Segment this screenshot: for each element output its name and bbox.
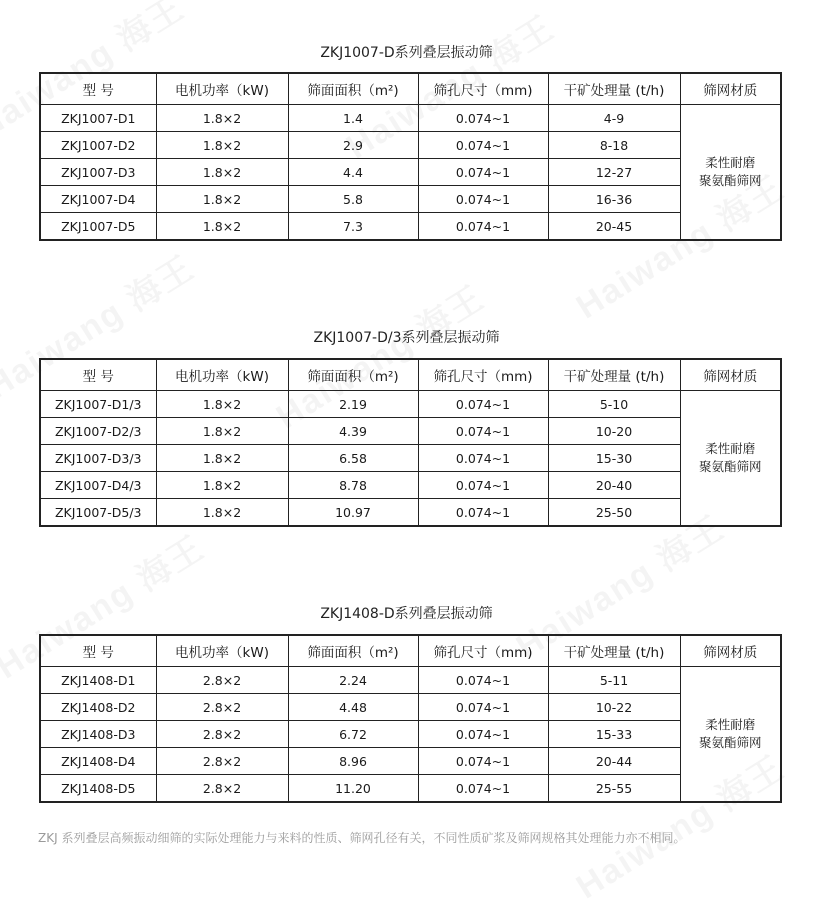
cell-model: ZKJ1007-D5 <box>40 213 156 241</box>
cell-model: ZKJ1408-D4 <box>40 748 156 775</box>
table-title: ZKJ1007-D系列叠层振动筛 <box>320 45 493 61</box>
cell-capacity: 25-50 <box>548 499 680 527</box>
cell-motor-power: 1.8×2 <box>156 105 288 132</box>
cell-capacity: 10-22 <box>548 694 680 721</box>
cell-screen-area: 4.48 <box>288 694 418 721</box>
material-line: 聚氨酯筛网 <box>698 459 762 474</box>
cell-motor-power: 1.8×2 <box>156 418 288 445</box>
header-screen-area: 筛面面积（m²) <box>288 359 418 391</box>
cell-model: ZKJ1408-D5 <box>40 775 156 803</box>
header-motor-power: 电机功率（kW) <box>156 635 288 667</box>
cell-aperture: 0.074~1 <box>418 159 548 186</box>
cell-aperture: 0.074~1 <box>418 445 548 472</box>
cell-capacity: 20-45 <box>548 213 680 241</box>
table-row <box>40 418 781 445</box>
cell-motor-power: 2.8×2 <box>156 694 288 721</box>
cell-aperture: 0.074~1 <box>418 694 548 721</box>
cell-aperture: 0.074~1 <box>418 775 548 803</box>
header-aperture: 筛孔尺寸（mm) <box>418 73 548 105</box>
cell-model: ZKJ1007-D5/3 <box>40 499 156 527</box>
header-capacity: 干矿处理量 (t/h) <box>548 359 680 391</box>
table-title: ZKJ1007-D/3系列叠层振动筛 <box>313 330 500 346</box>
cell-material <box>680 105 781 241</box>
cell-capacity: 12-27 <box>548 159 680 186</box>
cell-aperture: 0.074~1 <box>418 105 548 132</box>
cell-screen-area: 8.78 <box>288 472 418 499</box>
cell-capacity: 4-9 <box>548 105 680 132</box>
table-row <box>40 775 781 803</box>
cell-screen-area: 6.58 <box>288 445 418 472</box>
cell-motor-power: 2.8×2 <box>156 721 288 748</box>
cell-capacity: 8-18 <box>548 132 680 159</box>
table-header-row <box>40 359 781 391</box>
table-row <box>40 472 781 499</box>
cell-motor-power: 1.8×2 <box>156 391 288 418</box>
cell-motor-power: 1.8×2 <box>156 132 288 159</box>
cell-motor-power: 1.8×2 <box>156 499 288 527</box>
cell-screen-area: 4.39 <box>288 418 418 445</box>
material-line: 聚氨酯筛网 <box>698 735 762 750</box>
material-line: 柔性耐磨 <box>705 441 756 456</box>
cell-capacity: 16-36 <box>548 186 680 213</box>
table-row <box>40 213 781 241</box>
cell-motor-power: 1.8×2 <box>156 472 288 499</box>
header-model: 型 号 <box>40 635 156 667</box>
cell-motor-power: 1.8×2 <box>156 186 288 213</box>
header-screen-area: 筛面面积（m²) <box>288 635 418 667</box>
table-row <box>40 667 781 694</box>
header-material: 筛网材质 <box>680 359 781 391</box>
spec-table <box>39 634 782 803</box>
cell-model: ZKJ1007-D1 <box>40 105 156 132</box>
cell-screen-area: 7.3 <box>288 213 418 241</box>
cell-model: ZKJ1408-D3 <box>40 721 156 748</box>
material-line: 柔性耐磨 <box>705 717 756 732</box>
header-aperture: 筛孔尺寸（mm) <box>418 359 548 391</box>
cell-motor-power: 2.8×2 <box>156 667 288 694</box>
header-capacity: 干矿处理量 (t/h) <box>548 635 680 667</box>
cell-model: ZKJ1007-D3 <box>40 159 156 186</box>
table-row <box>40 694 781 721</box>
cell-screen-area: 5.8 <box>288 186 418 213</box>
material-line: 柔性耐磨 <box>705 155 756 170</box>
cell-aperture: 0.074~1 <box>418 499 548 527</box>
cell-model: ZKJ1007-D4/3 <box>40 472 156 499</box>
table-row <box>40 391 781 418</box>
cell-motor-power: 1.8×2 <box>156 445 288 472</box>
cell-capacity: 20-40 <box>548 472 680 499</box>
header-motor-power: 电机功率（kW) <box>156 73 288 105</box>
cell-screen-area: 2.24 <box>288 667 418 694</box>
table-title: ZKJ1408-D系列叠层振动筛 <box>320 606 493 622</box>
table-row <box>40 499 781 527</box>
spec-table <box>39 358 782 527</box>
cell-screen-area: 2.19 <box>288 391 418 418</box>
cell-aperture: 0.074~1 <box>418 213 548 241</box>
cell-screen-area: 1.4 <box>288 105 418 132</box>
cell-screen-area: 2.9 <box>288 132 418 159</box>
cell-model: ZKJ1408-D2 <box>40 694 156 721</box>
cell-capacity: 5-10 <box>548 391 680 418</box>
cell-motor-power: 1.8×2 <box>156 213 288 241</box>
header-screen-area: 筛面面积（m²) <box>288 73 418 105</box>
cell-motor-power: 2.8×2 <box>156 748 288 775</box>
table-row <box>40 186 781 213</box>
spec-table <box>39 72 782 241</box>
table-row <box>40 748 781 775</box>
header-aperture: 筛孔尺寸（mm) <box>418 635 548 667</box>
header-material: 筛网材质 <box>680 635 781 667</box>
cell-model: ZKJ1007-D2 <box>40 132 156 159</box>
table-header-row <box>40 635 781 667</box>
header-motor-power: 电机功率（kW) <box>156 359 288 391</box>
cell-model: ZKJ1007-D1/3 <box>40 391 156 418</box>
cell-model: ZKJ1007-D4 <box>40 186 156 213</box>
table-row <box>40 445 781 472</box>
table-row <box>40 132 781 159</box>
table-row <box>40 105 781 132</box>
cell-material <box>680 391 781 527</box>
cell-model: ZKJ1007-D2/3 <box>40 418 156 445</box>
cell-screen-area: 4.4 <box>288 159 418 186</box>
header-model: 型 号 <box>40 73 156 105</box>
cell-capacity: 15-30 <box>548 445 680 472</box>
cell-capacity: 25-55 <box>548 775 680 803</box>
cell-model: ZKJ1007-D3/3 <box>40 445 156 472</box>
cell-aperture: 0.074~1 <box>418 721 548 748</box>
cell-screen-area: 6.72 <box>288 721 418 748</box>
header-capacity: 干矿处理量 (t/h) <box>548 73 680 105</box>
header-model: 型 号 <box>40 359 156 391</box>
cell-screen-area: 8.96 <box>288 748 418 775</box>
cell-capacity: 5-11 <box>548 667 680 694</box>
cell-capacity: 15-33 <box>548 721 680 748</box>
table-row <box>40 159 781 186</box>
cell-motor-power: 2.8×2 <box>156 775 288 803</box>
cell-motor-power: 1.8×2 <box>156 159 288 186</box>
cell-aperture: 0.074~1 <box>418 472 548 499</box>
footer-note: ZKJ 系列叠层高频振动细筛的实际处理能力与来料的性质、筛网孔径有关，不同性质矿浆及筛网规格其处理能力亦不相同。 <box>38 831 686 845</box>
table-row <box>40 721 781 748</box>
cell-screen-area: 11.20 <box>288 775 418 803</box>
cell-model: ZKJ1408-D1 <box>40 667 156 694</box>
cell-aperture: 0.074~1 <box>418 418 548 445</box>
cell-capacity: 20-44 <box>548 748 680 775</box>
cell-aperture: 0.074~1 <box>418 748 548 775</box>
table-header-row <box>40 73 781 105</box>
cell-capacity: 10-20 <box>548 418 680 445</box>
cell-screen-area: 10.97 <box>288 499 418 527</box>
material-line: 聚氨酯筛网 <box>698 173 762 188</box>
cell-aperture: 0.074~1 <box>418 132 548 159</box>
cell-aperture: 0.074~1 <box>418 186 548 213</box>
cell-material <box>680 667 781 803</box>
cell-aperture: 0.074~1 <box>418 667 548 694</box>
header-material: 筛网材质 <box>680 73 781 105</box>
cell-aperture: 0.074~1 <box>418 391 548 418</box>
